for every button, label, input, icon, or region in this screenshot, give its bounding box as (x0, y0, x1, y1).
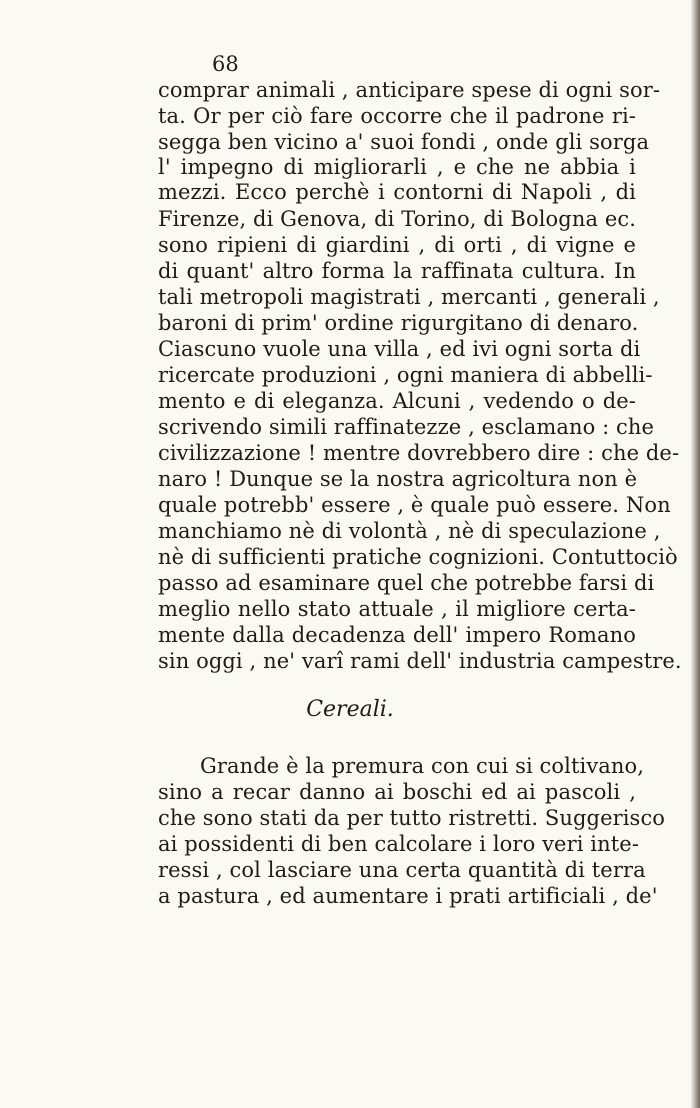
text-line: mezzi. Ecco perchè i contorni di Napoli , di (158, 180, 636, 204)
text-line: sino a recar danno ai boschi ed ai pascoli , (158, 780, 636, 804)
text-line: ricercate produzioni , ogni maniera di abbelli- (158, 363, 653, 387)
text-line: di quant' altro forma la raffinata cultura. In (158, 259, 636, 283)
text-line: Ciascuno vuole una villa , ed ivi ogni sorta di (158, 337, 641, 361)
text-line: mento e di eleganza. Alcuni , vedendo o de- (158, 389, 636, 413)
text-line: ta. Or per ciò fare occorre che il padrone ri- (158, 104, 636, 128)
page-edge-shadow (691, 0, 700, 1108)
text-line: manchiamo nè di volontà , nè di speculazione , (158, 519, 661, 543)
section-heading: Cereali. (306, 697, 394, 722)
text-line: ai possidenti di ben calcolare i loro veri inte- (158, 832, 640, 856)
text-line: Grande è la premura con cui si coltivano, (200, 754, 645, 778)
text-line: scrivendo simili raffinatezze , esclamano : che (158, 415, 655, 439)
text-line: tali metropoli magistrati , mercanti , generali , (158, 285, 660, 309)
text-line: civilizzazione ! mentre dovrebbero dire : che de- (158, 441, 680, 465)
text-line: ressi , col lasciare una certa quantità di terra (158, 858, 646, 882)
text-line: nè di sufficienti pratiche cognizioni. Contuttociò (158, 545, 678, 569)
text-line: mente dalla decadenza dell' impero Romano (158, 623, 636, 647)
text-line: Firenze, di Genova, di Torino, di Bologna ec. (158, 207, 636, 231)
text-line: a pastura , ed aumentare i prati artificiali , de' (158, 884, 658, 908)
text-line: segga ben vicino a' suoi fondi , onde gli sorga (158, 130, 650, 154)
text-line: quale potrebb' essere , è quale può essere. Non (158, 493, 671, 517)
text-line: passo ad esaminare quel che potrebbe farsi di (158, 571, 655, 595)
text-line: meglio nello stato attuale , il migliore certa- (158, 597, 636, 621)
text-line: comprar animali , anticipare spese di ogni sor- (158, 78, 661, 102)
text-line: che sono stati da per tutto ristretti. Suggerisco (158, 806, 666, 830)
text-line: sin oggi , ne' varî rami dell' industria campestre. (158, 649, 682, 673)
text-line: sono ripieni di giardini , di orti , di vigne e (158, 233, 636, 257)
text-line: baroni di prim' ordine rigurgitano di denaro. (158, 311, 639, 335)
text-line: naro ! Dunque se la nostra agricoltura non è (158, 467, 638, 491)
page-number: 68 (212, 52, 239, 76)
text-line: l' impegno di migliorarli , e che ne abbia i (158, 155, 636, 179)
